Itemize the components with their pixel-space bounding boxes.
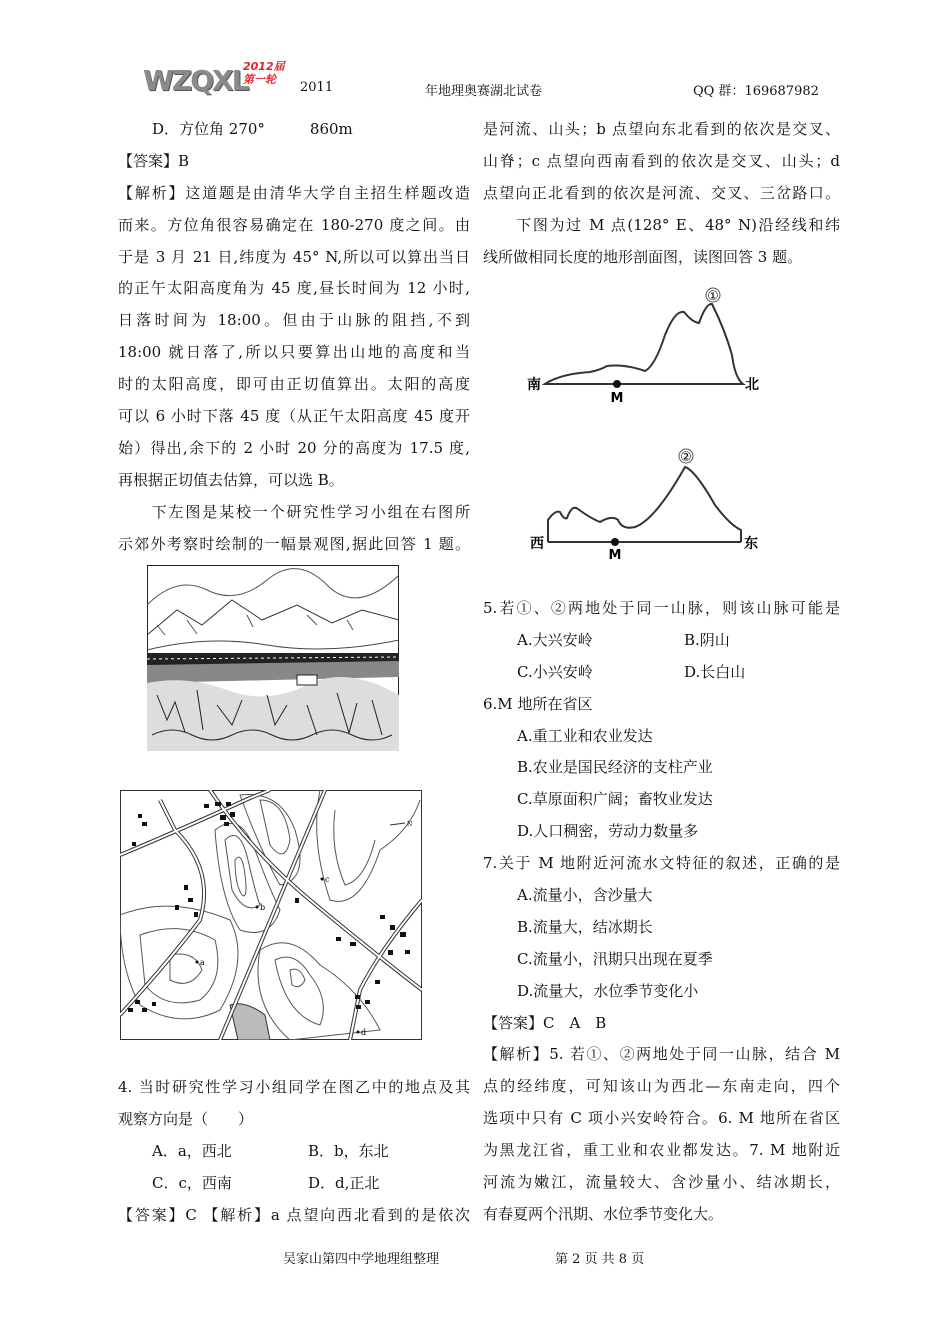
- text-line-content: D．方位角 270° 860m: [152, 120, 353, 138]
- profile-west-east: [530, 449, 758, 563]
- option-right: B.阴山: [684, 630, 730, 649]
- text-line: [483, 784, 840, 816]
- text-line: [483, 848, 840, 880]
- text-line-content: 下左图是某校一个研究性学习小组在右图所: [118, 502, 470, 521]
- option-left: C．c，西南: [152, 1173, 232, 1192]
- text-line: [483, 146, 840, 178]
- profile-bottom-left-label: 西: [530, 536, 544, 552]
- text-line-content: 5.若①、②两地处于同一山脉，则该山脉可能是: [483, 599, 840, 617]
- text-line: [483, 721, 840, 753]
- map-label-north: N: [407, 821, 413, 828]
- option-right: D.长白山: [684, 662, 746, 681]
- option-right: D．d,正北: [308, 1173, 380, 1192]
- profile-north-south: [527, 288, 759, 406]
- terrain-profiles: [510, 280, 780, 570]
- text-line: [483, 114, 840, 146]
- option-row: [483, 657, 840, 689]
- profile-top-left-label: 南: [527, 377, 541, 393]
- text-line-content: 【解析】5. 若①、②两地处于同一山脉，结合 M: [483, 1045, 840, 1064]
- logo-badge-line-1: 2012届: [243, 60, 285, 73]
- right-column-bottom: [483, 593, 840, 1231]
- text-line: [118, 1104, 470, 1136]
- header-year: 2011: [300, 80, 334, 95]
- text-line: [118, 529, 470, 561]
- text-line: [483, 242, 840, 274]
- text-line: [118, 242, 470, 274]
- text-line: [483, 1135, 840, 1167]
- map-label-c: c: [325, 875, 330, 884]
- text-line-content: 【答案】C 【解析】a 点望向西北看到的是依次: [118, 1205, 470, 1224]
- text-line-content: 而来。方位角很容易确定在 180-270 度之间。由: [118, 215, 470, 234]
- left-column-top: [118, 114, 470, 560]
- text-line: [483, 816, 840, 848]
- text-line-content: D.人口稠密，劳动力数量多: [517, 822, 699, 841]
- profile-top-m-label: M: [610, 391, 624, 406]
- footer-org: 吴家山第四中学地理组整理: [283, 1252, 440, 1267]
- text-line: [118, 1200, 470, 1232]
- text-line-content: 18:00 就日落了,所以只要算出山地的高度和当: [118, 343, 470, 362]
- logo-text: WZQXL: [143, 64, 248, 97]
- text-line: [483, 593, 840, 625]
- text-line-content: 【答案】B: [118, 151, 190, 170]
- footer-page-number: 第 2 页 共 8 页: [555, 1252, 645, 1267]
- text-line: [118, 337, 470, 369]
- text-line-content: 为黑龙江省，重工业和农业都发达。7. M 地附近: [483, 1141, 840, 1160]
- contour-map: [120, 790, 422, 1040]
- text-line: [483, 976, 840, 1008]
- text-line-content: 【答案】C A B: [483, 1013, 607, 1032]
- option-left: A．a，西北: [152, 1141, 232, 1160]
- text-line: [483, 1167, 840, 1199]
- text-line-content: 是河流、山头；b 点望向东北看到的依次是交叉、: [483, 120, 840, 138]
- text-line: [118, 210, 470, 242]
- text-line: [483, 912, 840, 944]
- text-line: [118, 497, 470, 529]
- text-line-content: C.流量小，汛期只出现在夏季: [517, 949, 713, 968]
- text-line: [118, 433, 470, 465]
- text-line-content: A.重工业和农业发达: [517, 726, 653, 745]
- option-left: A.大兴安岭: [517, 630, 593, 649]
- text-line-content: B.农业是国民经济的支柱产业: [517, 758, 713, 777]
- text-line-content: 可以 6 小时下落 45 度（从正午太阳高度 45 度开: [118, 407, 470, 426]
- logo-badge-line-2: 第一轮: [243, 73, 276, 86]
- text-line-content: 点望向正北看到的依次是河流、交叉、三岔路口。: [483, 183, 840, 202]
- left-column-bottom: [118, 1072, 470, 1231]
- text-line: [118, 146, 470, 178]
- text-line-content: 再根据正切值去估算，可以选 B。: [118, 470, 344, 489]
- profile-bottom-right-label: 东: [744, 536, 758, 552]
- text-line-content: 选项中只有 C 项小兴安岭符合。6. M 地所在省区: [483, 1109, 840, 1128]
- text-line: [483, 752, 840, 784]
- logo: [143, 60, 288, 98]
- text-line: [118, 114, 470, 146]
- profile-bottom-m-label: M: [608, 548, 622, 563]
- header-qq: QQ 群：169687982: [693, 84, 819, 99]
- logo-badge: [243, 60, 285, 86]
- text-line-content: 7.关于 M 地附近河流水文特征的叙述，正确的是: [483, 854, 840, 873]
- text-line-content: 有春夏两个汛期、水位季节变化大。: [483, 1204, 724, 1223]
- text-line-content: A.流量小，含沙量大: [517, 886, 653, 905]
- text-line: [483, 1103, 840, 1135]
- peak-2-label: ②: [680, 450, 692, 465]
- map-label-d: d: [361, 1028, 367, 1037]
- option-row: [483, 625, 840, 657]
- text-line-content: C.草原面积广阔；畜牧业发达: [517, 790, 713, 809]
- header-title: 年地理奥赛湖北试卷: [425, 84, 543, 99]
- text-line: [483, 1008, 840, 1040]
- profile-top-right-label: 北: [745, 377, 759, 393]
- text-line-content: B.流量大，结冰期长: [517, 917, 653, 936]
- text-line-content: D.流量大，水位季节变化小: [517, 981, 699, 1000]
- option-left: C.小兴安岭: [517, 662, 593, 681]
- text-line-content: 示郊外考察时绘制的一幅景观图,据此回答 1 题。: [118, 534, 470, 553]
- text-line: [118, 401, 470, 433]
- text-line-content: 【解析】这道题是由清华大学自主招生样题改造: [118, 183, 470, 202]
- text-line-content: 山脊；c 点望向西南看到的依次是交叉、山头；d: [483, 151, 840, 170]
- text-line-content: 4. 当时研究性学习小组同学在图乙中的地点及其: [118, 1078, 470, 1096]
- text-line: [483, 210, 840, 242]
- peak-1-label: ①: [707, 289, 719, 304]
- text-line: [483, 1071, 840, 1103]
- landscape-sketch: [147, 565, 399, 751]
- text-line-content: 观察方向是（ ）: [118, 1109, 254, 1128]
- text-line-content: 时的太阳高度，即可由正切值算出。太阳的高度: [118, 375, 470, 394]
- text-line: [483, 689, 840, 721]
- text-line: [118, 305, 470, 337]
- text-line-content: 线所做相同长度的地形剖面图，读图回答 3 题。: [483, 247, 803, 266]
- text-line-content: 下图为过 M 点(128° E、48° N)沿经线和纬: [483, 215, 840, 234]
- text-line: [483, 178, 840, 210]
- text-line-content: 河流为嫩江，流量较大、含沙量小、结冰期长，: [483, 1173, 840, 1192]
- text-line: [483, 880, 840, 912]
- text-line: [483, 1199, 840, 1231]
- text-line-content: 的正午太阳高度角为 45 度,昼长时间为 12 小时,: [118, 279, 470, 298]
- text-line-content: 始）得出,余下的 2 小时 20 分的高度为 17.5 度,: [118, 438, 470, 457]
- option-row: [118, 1136, 470, 1168]
- text-line-content: 日落时间为 18:00。但由于山脉的阻挡,不到: [118, 311, 470, 330]
- map-label-a: a: [200, 958, 205, 967]
- option-row: [118, 1168, 470, 1200]
- text-line: [118, 465, 470, 497]
- right-column-top: [483, 114, 840, 273]
- text-line-content: 于是 3 月 21 日,纬度为 45° N,所以可以算出当日: [118, 247, 470, 266]
- text-line-content: 6.M 地所在省区: [483, 694, 593, 713]
- text-line-content: 点的经纬度，可知该山为西北—东南走向，四个: [483, 1077, 840, 1096]
- map-label-b: b: [260, 903, 266, 912]
- text-line: [118, 1072, 470, 1104]
- text-line: [118, 369, 470, 401]
- text-line: [483, 1039, 840, 1071]
- text-line: [118, 273, 470, 305]
- option-right: B．b，东北: [308, 1141, 389, 1160]
- text-line: [118, 178, 470, 210]
- text-line: [483, 944, 840, 976]
